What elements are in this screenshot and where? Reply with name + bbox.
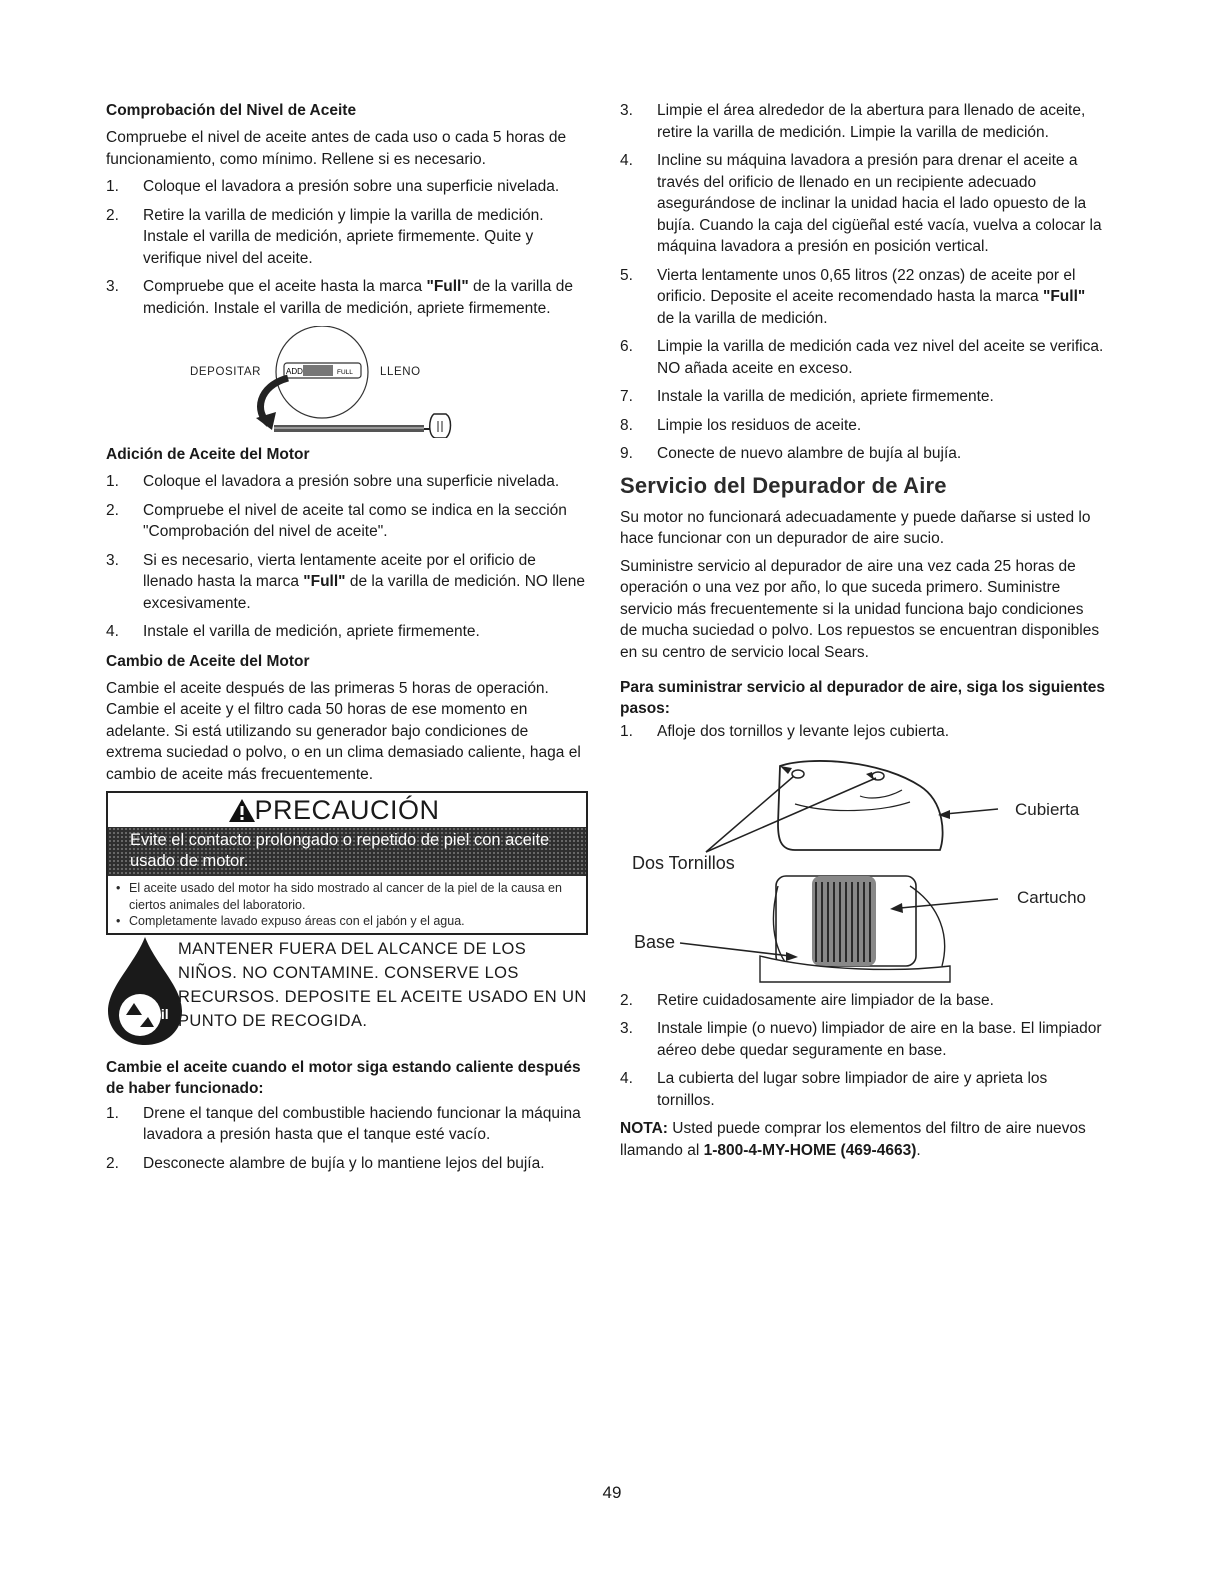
list-item: 3. Si es necesario, vierta lentamente aceite por el orificio de llenado hasta la marca "Full" de la varilla de medición. NO llene excesivamente.	[106, 551, 586, 612]
left-column	[106, 100, 588, 1181]
note: NOTA: Usted puede comprar los elementos del filtro de aire nuevos llamando al 1-800-4-MY-HOME (469-4663).	[620, 1120, 1086, 1159]
list-item: 1. Coloque el lavadora a presión sobre una superficie nivelada.	[106, 473, 560, 490]
list-item: 2. Compruebe el nivel de aceite tal como se indica en la sección "Comprobación del nivel de aceite".	[106, 501, 567, 540]
list-item: 3. Limpie el área alrededor de la abertura para llenado de aceite, retire la varilla de medición. Limpie la varilla de medición.	[620, 102, 1086, 141]
air-cleaner-p1: Su motor no funcionará adecuadamente y puede dañarse si usted lo hace funcionar con un depurador de aire sucio.	[620, 508, 1091, 547]
heading-hot-engine: Cambie el aceite cuando el motor siga estando caliente después de haber funcionado:	[106, 1058, 581, 1097]
list-item: 2. Retire cuidadosamente aire limpiador de la base.	[620, 991, 994, 1009]
list-item: 3. Instale limpie (o nuevo) limpiador de aire en la base. El limpiador aéreo debe quedar seguramente en base.	[620, 1020, 1102, 1059]
air-cleaner-steps	[620, 990, 1105, 1112]
note-phone: 1-800-4-MY-HOME (469-4663)	[703, 1141, 917, 1159]
list-item: 8. Limpie los residuos de aceite.	[620, 416, 862, 434]
heading-oil-level-check: Comprobación del Nivel de Aceite	[106, 102, 357, 119]
list-item: 1. Drene el tanque del combustible haciendo funcionar la máquina lavadora a presión hasta que el tanque esté vacío.	[106, 1104, 581, 1143]
list-item: • El aceite usado del motor ha sido mostrado al cancer de la piel de la causa en ciertos animales del laboratorio.	[116, 880, 578, 913]
dipstick-full-label: LLENO	[380, 366, 421, 378]
oil-level-steps	[106, 176, 588, 319]
list-item: 3. Compruebe que el aceite hasta la marca "Full" de la varilla de medición. Instale el varilla de medición, apriete firmemente.	[106, 278, 573, 317]
right-column	[620, 100, 1105, 1167]
caution-bullets	[108, 876, 586, 933]
page-number: 49	[602, 1483, 622, 1502]
list-item: 4. La cubierta del lugar sobre limpiador de aire y aprieta los tornillos.	[620, 1070, 1048, 1109]
air-cleaner-diagram	[620, 746, 1105, 984]
air-cleaner-p2: Suministre servicio al depurador de aire una vez cada 25 horas de operación o una vez por año, lo que suceda primero. Suministre servicio más frecuentemente si la unidad funciona bajo condiciones de mucha suciedad o polvo. Los repuestos se encuentran disponibles en su centro de servicio local Sears.	[620, 557, 1100, 661]
label-cartridge: Cartucho	[1017, 887, 1086, 907]
list-item: 1. Afloje dos tornillos y levante lejos cubierta.	[620, 723, 950, 740]
list-item: 1. Coloque el lavadora a presión sobre una superficie nivelada.	[106, 178, 560, 195]
dipstick-add-mark: ADD	[286, 367, 303, 376]
list-item: 6. Limpie la varilla de medición cada vez nivel del aceite se verifica. NO añada aceite en exceso.	[620, 338, 1104, 377]
list-item: 9. Conecte de nuevo alambre de bujía al bujía.	[620, 445, 962, 462]
warning-triangle-icon	[228, 798, 256, 823]
list-item: 7. Instale la varilla de medición, apriete firmemente.	[620, 388, 994, 405]
label-base: Base	[634, 931, 676, 952]
list-item: • Completamente lavado expuso áreas con el jabón y el agua.	[116, 913, 578, 930]
recycle-notice	[106, 937, 588, 1049]
dipstick-add-label: DEPOSITAR	[190, 366, 262, 378]
dipstick-full-mark: FULL	[337, 369, 353, 376]
air-cleaner-steps-heading: Para suministrar servicio al depurador de aire, siga los siguientes pasos:	[620, 679, 1105, 717]
oil-change-steps-continued	[620, 100, 1105, 465]
heading-oil-change: Cambio de Aceite del Motor	[106, 652, 310, 670]
list-item: 2. Retire la varilla de medición y limpie la varilla de medición. Instale el varilla de medición, apriete firmemente. Quite y verifique nivel del aceite.	[106, 206, 544, 267]
note-label: NOTA:	[620, 1120, 668, 1137]
oil-icon-label: Oil	[150, 1005, 169, 1022]
hot-engine-steps	[106, 1103, 588, 1175]
list-item: 5. Vierta lentamente unos 0,65 litros (22 onzas) de aceite por el orificio. Deposite el aceite recomendado hasta la marca "Full" de la varilla de medición.	[620, 266, 1086, 327]
list-item: 4. Instale el varilla de medición, apriete firmemente.	[106, 623, 480, 640]
caution-title	[108, 793, 586, 827]
oil-change-intro: Cambie el aceite después de las primeras 5 horas de operación. Cambie el aceite y el filtro cada 50 horas de ese momento en adelante. Si está utilizando su generador bajo condiciones de extrema suciedad o polvo, o en un clima demasiado caliente, haga el cambio de aceite más frecuentemente.	[106, 679, 581, 783]
caution-heading: PRECAUCIÓN	[254, 795, 440, 825]
caution-box	[106, 791, 588, 935]
label-two-screws: Dos Tornillos	[632, 852, 735, 873]
note-text: Usted puede comprar los elementos del filtro de aire nuevos llamando al	[620, 1120, 1086, 1159]
caution-banner: Evite el contacto prolongado o repetido de piel con aceite usado de motor.	[108, 827, 586, 876]
heading-air-cleaner-service: Servicio del Depurador de Aire	[620, 472, 947, 498]
oil-recycle-icon	[104, 935, 186, 1047]
list-item: 4. Incline su máquina lavadora a presión para drenar el aceite a través del orificio de llenado en un recipiente adecuado asegurándose de inclinar la unidad hacia el lado opuesto de la bujía. Cuando la caja del cigüeñal esté vacía, vuelva a colocar la máquina lavadora a presión en posición vertical.	[620, 152, 1102, 255]
recycle-text: MANTENER FUERA DEL ALCANCE DE LOS NIÑOS. NO CONTAMINE. CONSERVE LOS RECURSOS. DEPOSITE EL ACEITE USADO EN UN PUNTO DE RECOGIDA.	[178, 939, 587, 1030]
list-item: 2. Desconecte alambre de bujía y lo mantiene lejos del bujía.	[106, 1154, 545, 1172]
adding-oil-steps	[106, 471, 588, 643]
dipstick-illustration	[106, 326, 588, 438]
air-cleaner-step-1	[620, 721, 1105, 743]
oil-level-intro: Compruebe el nivel de aceite antes de cada uso o cada 5 horas de funcionamiento, como mínimo. Rellene si es necesario.	[106, 129, 567, 168]
heading-adding-oil: Adición de Aceite del Motor	[106, 446, 310, 463]
label-cover: Cubierta	[1015, 799, 1080, 819]
dipstick-diagram	[106, 326, 588, 438]
